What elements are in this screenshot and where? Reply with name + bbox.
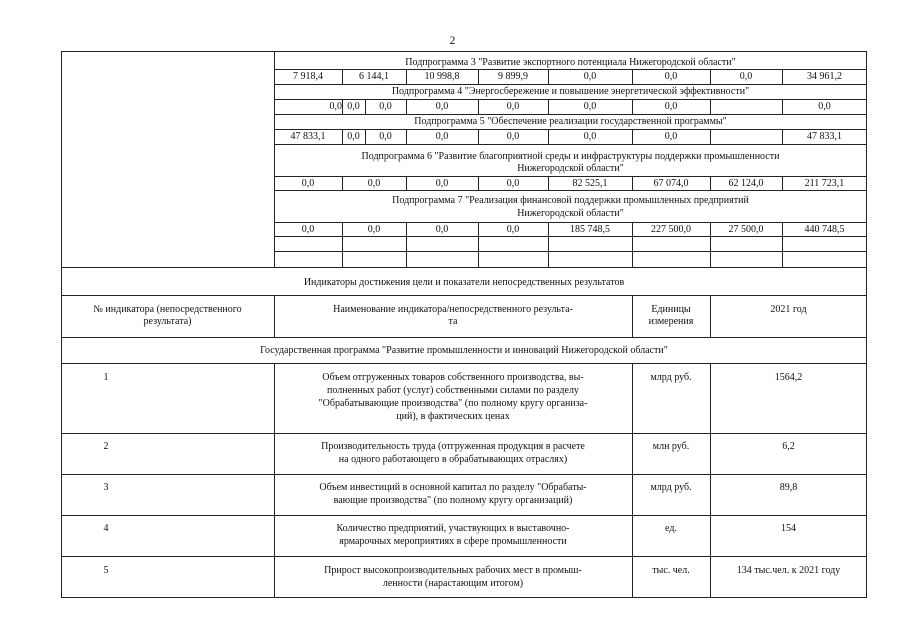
value-cell: 0,0	[301, 178, 315, 189]
row-line	[274, 129, 867, 130]
indicator-number: 3	[103, 482, 109, 493]
indicator-value: 6,2	[782, 441, 795, 452]
cell-divider	[710, 129, 711, 144]
indicators-section-title: Индикаторы достижения цели и показатели непосредственных результатов	[303, 277, 625, 288]
value-cell: 34 961,2	[807, 71, 842, 82]
indicator-unit: ед.	[665, 523, 677, 534]
indicator-name-line: Объем отгруженных товаров собственного производства, вы-	[322, 372, 584, 383]
value-cell: 0,0	[367, 178, 381, 189]
value-cell: 62 124,0	[728, 178, 764, 189]
header-name-line2: та	[448, 316, 458, 327]
value-cell: 211 723,1	[804, 178, 845, 189]
value-cell: 0,0	[301, 224, 315, 235]
value-cell: 0,0	[506, 178, 520, 189]
indicator-number: 4	[103, 523, 109, 534]
value-cell: 0,0	[506, 101, 520, 112]
section-line	[61, 267, 867, 268]
value-cell: 0,0	[379, 131, 392, 142]
indicator-unit: тыс. чел.	[652, 565, 690, 576]
value-cell: 0,0	[664, 101, 678, 112]
subprogram-5-title: Подпрограмма 5 "Обеспечение реализации государственной программы"	[414, 116, 727, 127]
subprogram-7-title-line1: Подпрограмма 7 "Реализация финансовой поддержки промышленных предприятий	[392, 195, 749, 206]
section-line	[61, 295, 867, 296]
value-cell: 0,0	[347, 131, 360, 142]
value-cell: 0,0	[435, 224, 449, 235]
subprogram-6-title-line2: Нижегородской области"	[517, 163, 624, 174]
value-cell: 67 074,0	[653, 178, 689, 189]
column-divider	[710, 363, 711, 598]
indicator-unit: млрд руб.	[650, 482, 692, 493]
row-line	[274, 144, 867, 145]
indicator-name-line: ленности (нарастающим итогом)	[382, 578, 524, 589]
value-cell: 10 998,8	[424, 71, 460, 82]
subprogram-7-title-line2: Нижегородской области"	[517, 208, 624, 219]
value-cell: 0,0	[664, 131, 678, 142]
indicator-number: 1	[103, 372, 109, 383]
value-cell: 47 833,1	[290, 131, 326, 142]
value-cell: 0,0	[379, 101, 392, 112]
value-cell: 0,0	[583, 71, 597, 82]
value-cell: 0,0	[818, 101, 831, 112]
indicator-name-line: ярмарочных мероприятиях в сфере промышленности	[339, 536, 567, 547]
value-cell: 185 748,5	[570, 224, 610, 235]
table-row-line	[61, 474, 867, 475]
header-year: 2021 год	[770, 304, 807, 315]
header-unit-line2: измерения	[648, 316, 694, 327]
table-row-line	[61, 515, 867, 516]
value-cell: 6 144,1	[359, 71, 389, 82]
value-cell: 0,0	[435, 178, 449, 189]
row-line	[274, 251, 867, 252]
indicator-name-line: полненных работ (услуг) собственными силами по разделу	[327, 385, 579, 396]
value-cell: 0,0	[583, 101, 597, 112]
indicator-name-line: ций), в фактических ценах	[396, 411, 510, 422]
indicator-unit: млрд руб.	[650, 372, 692, 383]
indicator-number: 2	[103, 441, 109, 452]
row-line	[274, 84, 867, 85]
table-row-line	[61, 556, 867, 557]
row-line	[274, 190, 867, 191]
indicator-value: 134 тыс.чел. к 2021 году	[736, 565, 841, 576]
column-divider	[632, 363, 633, 598]
value-cell: 0,0	[664, 71, 678, 82]
value-cell: 82 525,1	[572, 178, 608, 189]
indicator-value: 154	[781, 523, 796, 534]
indicator-value: 89,8	[779, 482, 798, 493]
value-cell: 227 500,0	[651, 224, 691, 235]
indicator-unit: млн руб.	[652, 441, 690, 452]
indicator-number: 5	[103, 565, 109, 576]
value-cell: 0,0	[583, 131, 597, 142]
subprogram-4-title: Подпрограмма 4 "Энергосбережение и повышение энергетической эффективности"	[391, 86, 750, 97]
indicator-name-line: Прирост высокопроизводительных рабочих мест в промыш-	[324, 565, 582, 576]
value-cell: 7 918,4	[293, 71, 323, 82]
row-line	[274, 114, 867, 115]
indicator-name-line: на одного работающего в обрабатывающих отраслях)	[338, 454, 568, 465]
cell-divider	[710, 99, 711, 114]
value-cell: 0,0	[347, 101, 360, 112]
header-name-line1: Наименование индикатора/непосредственного результа-	[333, 304, 573, 315]
row-line	[274, 222, 867, 223]
program-title: Государственная программа "Развитие промышленности и инноваций Нижегородской области"	[260, 345, 668, 356]
value-cell: 440 748,5	[804, 224, 845, 235]
column-divider	[710, 295, 711, 337]
value-cell: 0,0	[329, 101, 342, 112]
header-unit-line1: Единицы	[651, 304, 691, 315]
value-cell: 47 833,1	[807, 131, 842, 142]
value-cell: 0,0	[506, 224, 520, 235]
value-cell: 0,0	[367, 224, 381, 235]
value-cell: 0,0	[739, 71, 753, 82]
header-number-line2: результата)	[143, 316, 192, 327]
value-cell: 27 500,0	[728, 224, 764, 235]
value-cell: 0,0	[506, 131, 520, 142]
section-line	[61, 363, 867, 364]
row-line	[274, 176, 867, 177]
indicator-value: 1564,2	[774, 372, 803, 383]
indicator-name-line: "Обрабатывающие производства" (по полному кругу организа-	[318, 398, 588, 409]
indicator-name-line: Объем инвестиций в основной капитал по разделу "Обрабаты-	[319, 482, 587, 493]
subprogram-3-title: Подпрограмма 3 "Развитие экспортного потенциала Нижегородской области"	[405, 57, 736, 68]
value-cell: 0,0	[435, 131, 449, 142]
table-row-line	[61, 433, 867, 434]
value-cell: 9 899,9	[498, 71, 528, 82]
indicator-name-line: вающие производства" (по полному кругу организаций)	[333, 495, 573, 506]
indicator-name-line: Производительность труда (отгруженная продукция в расчете	[321, 441, 585, 452]
value-cell: 0,0	[435, 101, 449, 112]
indicator-name-line: Количество предприятий, участвующих в выставочно-	[336, 523, 570, 534]
row-line	[274, 99, 867, 100]
section-line	[61, 337, 867, 338]
header-number-line1: № индикатора (непосредственного	[93, 304, 242, 315]
page-number: 2	[449, 35, 456, 47]
subprogram-6-title-line1: Подпрограмма 6 "Развитие благоприятной среды и инфраструктуры поддержки промышленности	[361, 151, 780, 162]
row-line	[274, 236, 867, 237]
row-line	[274, 69, 867, 70]
